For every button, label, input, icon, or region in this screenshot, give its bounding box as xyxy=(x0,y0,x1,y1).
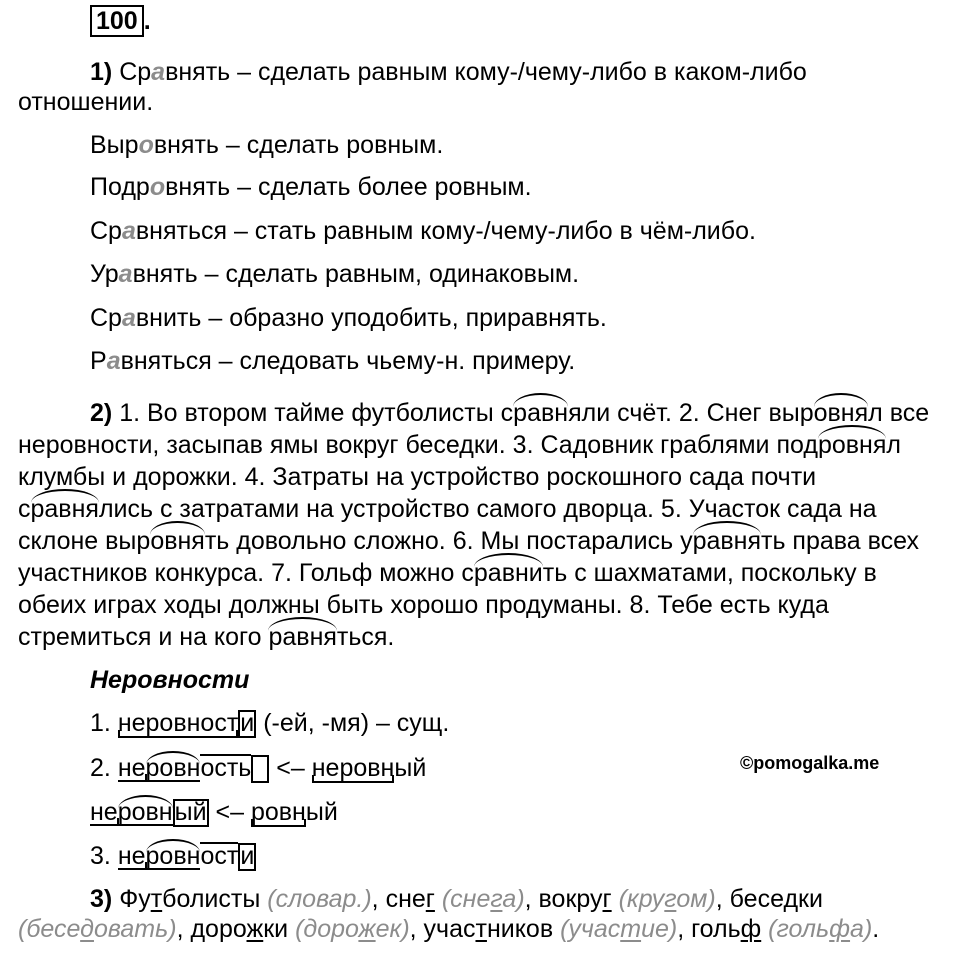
word-part: Выр xyxy=(90,131,139,159)
text-fragment: а) xyxy=(502,885,525,913)
part-marker: 2) xyxy=(90,399,113,427)
text-fragment: (словар.) xyxy=(267,885,372,913)
part2-line xyxy=(18,622,394,652)
line-text: участников конкурса. 7. Гольф можно с xyxy=(18,559,474,587)
line-text: лись с затратами на устройство самого дворца. 5. Участок сада на xyxy=(98,495,877,523)
line-text: ть права всех xyxy=(761,527,919,555)
checked-vowel: а xyxy=(106,347,121,375)
line-text: неровности, засыпав ямы вокруг беседки. 3. Садовник граблями под xyxy=(18,431,818,459)
source-base: ровн xyxy=(250,798,306,826)
line-text: склоне выр xyxy=(18,527,151,555)
checked-vowel: а xyxy=(121,217,136,245)
part2-line xyxy=(18,462,816,492)
word-part: Р xyxy=(90,347,107,375)
line-text: яли счёт. 2. Снег выр xyxy=(568,399,814,427)
checked-letter: т xyxy=(620,915,642,943)
text-fragment: , вокру xyxy=(524,885,603,913)
ending-box: и xyxy=(238,843,256,871)
word-part: Ур xyxy=(90,260,119,288)
text-fragment: . xyxy=(872,915,880,943)
part1-line xyxy=(90,346,575,376)
analysis-item-3: 3. неровности xyxy=(90,841,256,871)
text-fragment: ие) xyxy=(641,915,678,943)
root-mark: ровн xyxy=(145,754,201,782)
text-fragment: , сне xyxy=(371,885,426,913)
word-part: внять – сделать ровным. xyxy=(153,131,444,159)
word-part: Ср xyxy=(90,217,122,245)
checked-letter: ф xyxy=(829,915,851,943)
word-part: вняться – стать равным кому-/чему-либо в чём-либо. xyxy=(135,217,756,245)
part1-line xyxy=(90,172,532,202)
line-text: л xyxy=(886,431,901,459)
line-text: стремиться и на кого xyxy=(18,623,269,651)
part1-line xyxy=(90,216,756,246)
checked-letter: г xyxy=(602,885,612,913)
checked-vowel: а xyxy=(118,260,133,288)
root-mark: равня xyxy=(30,495,99,523)
text-fragment: болисты xyxy=(162,885,268,913)
part1-line xyxy=(90,259,579,289)
prefix-mark: не xyxy=(117,842,146,870)
ending-box: ый xyxy=(174,798,207,827)
word-part: внять – сделать равным, одинаковым. xyxy=(132,260,580,288)
text-fragment: (бесе xyxy=(18,915,81,943)
text-fragment: ек) xyxy=(375,915,410,943)
checked-vowel: а xyxy=(121,304,136,332)
part2-line xyxy=(18,590,829,620)
watermark: ©pomogalka.me xyxy=(740,753,880,773)
text-fragment: , голь xyxy=(677,915,741,943)
checked-vowel: а xyxy=(151,58,166,86)
part3-line-1: 3) Футболисты (словар.), снег (снега), вокруг (кругом), беседки xyxy=(90,885,823,913)
word-part: внить – образно уподобить, приравнять. xyxy=(135,304,607,332)
root-mark: ровня xyxy=(817,431,887,459)
root-mark: овня xyxy=(813,399,869,427)
text-fragment: (доро xyxy=(295,915,359,943)
text-fragment: ом) xyxy=(676,885,716,913)
checked-letter: т xyxy=(475,915,487,943)
line-text: клумбы и дорожки. 4. Затраты на устройство роскошного сада почти xyxy=(18,463,817,491)
analysis-item-1: 1. неровности (-ей, -мя) – сущ. xyxy=(90,709,450,738)
text-fragment: ников xyxy=(486,915,561,943)
checked-letter: г xyxy=(490,885,503,913)
analysis-item-2: 2. неровность <– неровный xyxy=(90,754,427,782)
root-mark: овня xyxy=(150,527,205,555)
checked-letter: ж xyxy=(246,915,264,943)
line-text: 1. Во втором тайме футболисты с xyxy=(119,399,514,427)
checked-letter: ф xyxy=(740,915,762,943)
word-part: внять – сделать более ровным. xyxy=(165,173,532,201)
text-fragment: ки xyxy=(798,885,823,913)
checked-letter: д xyxy=(783,885,799,913)
checked-letter: т xyxy=(150,885,163,913)
part2-line xyxy=(18,526,919,556)
word-part: Ср xyxy=(119,58,152,86)
part1-line xyxy=(90,130,443,160)
suffix-mark: ость xyxy=(200,754,252,782)
root-mark: ровн xyxy=(117,798,173,826)
text-fragment: ки xyxy=(263,915,296,943)
text-fragment: Фу xyxy=(119,885,151,913)
analysis-heading: Неровности xyxy=(90,666,250,694)
text-fragment xyxy=(435,885,442,913)
line-text: ть довольно сложно. 6. Мы постарались у xyxy=(204,527,693,555)
checked-letter: д xyxy=(80,915,94,943)
line-text: с xyxy=(18,495,31,523)
part1-line xyxy=(90,303,607,333)
word-part: внять – сделать равным кому-/чему-либо в каком-либо xyxy=(165,58,807,86)
word-base: неровност xyxy=(117,709,239,737)
checked-letter: ж xyxy=(358,915,376,943)
source-base: неровн xyxy=(311,754,395,782)
exercise-number: 100 . xyxy=(90,5,151,37)
line-text: ть с шахматами, поскольку в xyxy=(542,559,877,587)
text-fragment: овать) xyxy=(93,915,177,943)
checked-letter: г xyxy=(664,885,677,913)
part2-line xyxy=(18,494,877,524)
part-marker: 1) xyxy=(90,58,113,86)
text-fragment: (голь xyxy=(768,915,830,943)
part2-line xyxy=(18,558,877,588)
suffix-mark: ост xyxy=(200,842,239,870)
ending-box xyxy=(251,755,269,783)
word-part: Подр xyxy=(90,173,150,201)
checked-letter: г xyxy=(425,885,435,913)
text-fragment: (учас xyxy=(560,915,621,943)
text-fragment xyxy=(612,885,619,913)
analysis-item-2b: неровный <– ровный xyxy=(90,798,338,827)
root-mark: равни xyxy=(473,559,543,587)
root-mark: равня xyxy=(268,623,337,651)
part2-line xyxy=(90,398,929,428)
text-fragment: (сне xyxy=(441,885,491,913)
part3-line-2 xyxy=(18,914,879,944)
line-text: л все xyxy=(868,399,930,427)
prefix-mark: не xyxy=(90,798,118,826)
part1-line xyxy=(18,87,153,117)
text-fragment: а) xyxy=(850,915,873,943)
part2-line xyxy=(18,430,901,460)
prefix-mark: не xyxy=(117,754,146,782)
word-part: Ср xyxy=(90,304,122,332)
text-fragment: , бесе xyxy=(715,885,784,913)
line-text: ться. xyxy=(336,623,395,651)
text-fragment: (кру xyxy=(618,885,665,913)
part1-line xyxy=(90,57,807,87)
line-text: обеих играх ходы должны быть хорошо продуманы. 8. Тебе есть куда xyxy=(18,591,829,619)
checked-vowel: о xyxy=(138,131,154,159)
ending-box: и xyxy=(238,710,256,738)
root-mark: ровн xyxy=(145,842,201,870)
root-mark: равн xyxy=(513,399,569,427)
root-mark: равня xyxy=(692,527,762,555)
text-fragment: , доро xyxy=(176,915,247,943)
checked-vowel: о xyxy=(149,173,166,201)
line-text: отношении. xyxy=(18,88,154,116)
word-part: вняться – следовать чьему-н. примеру. xyxy=(120,347,576,375)
text-fragment: , учас xyxy=(409,915,476,943)
